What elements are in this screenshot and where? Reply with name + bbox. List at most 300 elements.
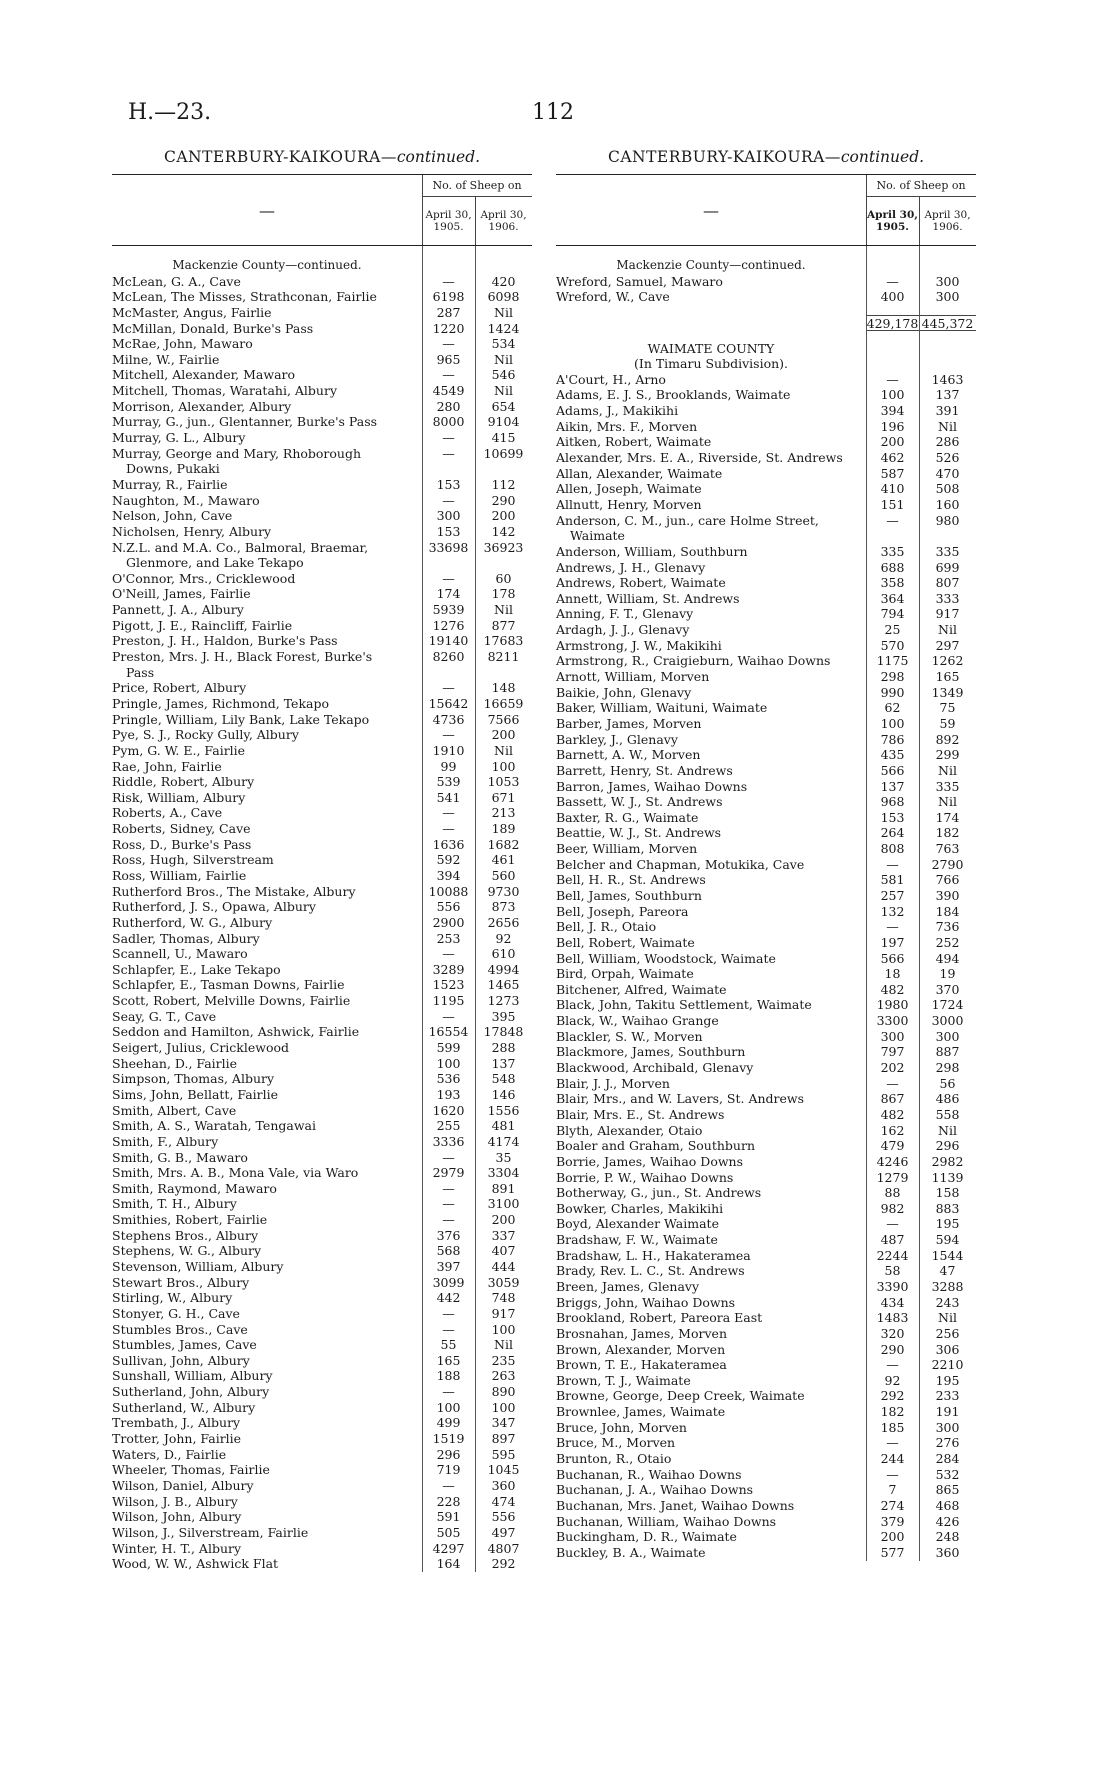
table-row [112,1541,532,1557]
row-name: Wreford, W., Cave [556,289,670,305]
table-row [556,825,976,841]
row-name: Bitchener, Alfred, Waimate [556,981,727,997]
sheep-1905: 867 [880,1091,905,1107]
table-row [556,1123,976,1139]
table-row [556,1201,976,1217]
sheep-1905: 153 [436,523,461,539]
row-name: Pringle, William, Lily Bank, Lake Tekapo [112,711,370,727]
row-name: Bell, William, Woodstock, Waimate [556,950,776,966]
sheep-1906: 2982 [931,1153,964,1169]
sheep-1906: 300 [935,273,960,289]
table-row [556,763,976,779]
sheep-1905: 570 [880,637,905,653]
table-row [556,1248,976,1264]
row-name: Smith, A. S., Waratah, Tengawai [112,1118,316,1134]
row-name: Blackler, S. W., Morven [556,1028,703,1044]
sheep-1906: 1053 [487,774,520,790]
table-row [556,700,976,716]
row-name: Beattie, W. J., St. Andrews [556,825,722,841]
row-name: Smith, F., Albury [112,1133,219,1149]
sheep-1906: 286 [935,434,960,450]
sheep-1906: 883 [935,1200,960,1216]
row-name: McLean, G. A., Cave [112,273,241,289]
table-row [112,1165,532,1181]
sheep-1906: Nil [938,418,957,434]
row-name: Bruce, M., Morven [556,1435,676,1451]
row-name: Simpson, Thomas, Albury [112,1071,275,1087]
table-row [556,966,976,982]
sheep-1905: 1523 [432,977,465,993]
sheep-1905: 335 [880,543,905,559]
table-row [112,305,532,321]
table-row [556,1342,976,1358]
row-name: Blackwood, Archibald, Glenavy [556,1060,754,1076]
row-name: Boyd, Alexander Waimate [556,1216,719,1232]
sheep-1905: 100 [436,1399,461,1415]
sheep-1905: 400 [880,289,905,305]
sheep-1906: 337 [491,1227,516,1243]
sheep-1906: 160 [935,496,960,512]
sheep-1905: 162 [880,1122,905,1138]
sheep-1905: — [886,1075,899,1091]
row-name: Botherway, G., jun., St. Andrews [556,1185,762,1201]
table-row [112,759,532,775]
sheep-1906: 174 [935,809,960,825]
sheep-1906: 200 [491,727,516,743]
sheep-1906: 7566 [487,711,520,727]
sheep-1905: 541 [436,789,461,805]
sheep-1905: 479 [880,1138,905,1154]
sheep-1906: 284 [935,1451,960,1467]
row-name: Brown, T. E., Hakateramea [556,1357,727,1373]
sheep-1906: 3288 [931,1279,964,1294]
table-row [556,653,976,669]
row-name: Wreford, Samuel, Mawaro [556,273,723,289]
sheep-1906: 165 [935,669,960,685]
table-row [112,977,532,993]
sheep-1906: 300 [935,1419,960,1435]
sheep-1906: 16659 [483,695,524,711]
row-name: Anderson, William, Southburn [556,543,748,559]
sheep-1905: 536 [436,1071,461,1087]
table-row [556,904,976,920]
row-name: Seay, G. T., Cave [112,1008,217,1024]
sheep-1906: 420 [491,273,516,289]
sheep-1906: 9730 [487,883,520,899]
row-name: Trotter, John, Fairlie [112,1431,242,1447]
row-name: Buchanan, Mrs. Janet, Waihao Downs [556,1497,795,1513]
row-name: Scannell, U., Mawaro [112,946,248,962]
sheep-1905: 968 [880,794,905,810]
table-row [556,560,976,576]
table-row [556,779,976,795]
sheep-1905: 397 [436,1259,461,1274]
table-row [112,1212,532,1228]
sheep-1906: 60 [495,570,512,586]
sheep-1905: 290 [880,1341,905,1357]
table-row [112,946,532,962]
row-name: Stewart Bros., Albury [112,1274,250,1290]
sheep-1905: 487 [880,1232,905,1248]
sheep-1905: 244 [880,1451,905,1467]
table-row [556,1326,976,1342]
sheep-1906: 1262 [931,653,964,669]
sheep-1905: 151 [880,496,905,512]
sheep-1906: 17848 [483,1024,524,1040]
sheep-1905: 182 [880,1404,905,1420]
row-name: Waimate [570,528,625,544]
row-name: Smith, Raymond, Mawaro [112,1180,277,1196]
sheep-1905: 6198 [432,289,465,305]
table-row [556,528,976,544]
sheep-1905: — [442,805,455,821]
table-row [112,1290,532,1306]
sheep-1905: 3300 [876,1013,909,1029]
sheep-1905: 808 [880,841,905,857]
table-row [556,1404,976,1420]
sheep-1906: 233 [935,1388,960,1404]
sheep-1905: — [886,371,899,387]
table-row [556,1044,976,1060]
table-row [112,1056,532,1072]
sheep-1905: 3289 [432,961,465,977]
sheep-1905: 599 [436,1040,461,1056]
sheep-1905: — [442,273,455,289]
sheep-1905: 287 [436,304,461,320]
sheep-1905: 376 [436,1227,461,1243]
right-table-header [556,174,976,246]
table-row [112,1415,532,1431]
sheep-1905: — [442,570,455,586]
sheep-1905: 1220 [432,320,465,336]
sheep-1905: 185 [880,1419,905,1435]
sheep-1906: 671 [491,789,516,805]
sheep-1905: — [442,1180,455,1196]
sheep-1906: 189 [491,821,516,837]
sheep-1905: 18 [884,966,901,982]
sheep-1906: 699 [935,559,960,575]
table-row [112,383,532,399]
row-name: A'Court, H., Arno [556,371,666,387]
sheep-1905: 1519 [432,1431,465,1447]
row-name: Sheehan, D., Fairlie [112,1055,238,1071]
row-name: Smith, G. B., Mawaro [112,1149,248,1165]
sheep-1906: 292 [491,1556,516,1572]
table-row [112,1368,532,1384]
row-name: Baxter, R. G., Waimate [556,809,699,825]
row-name: Bowker, Charles, Makikihi [556,1200,724,1216]
row-name: Bird, Orpah, Waimate [556,966,694,982]
sheep-1905: 193 [436,1086,461,1102]
sheep-1906: Nil [494,602,513,618]
sheep-1905: 320 [880,1325,905,1341]
row-name: Bell, Robert, Waimate [556,934,695,950]
row-name: Allan, Alexander, Waimate [556,465,723,481]
sheep-1906: Nil [494,304,513,320]
sheep-1906: 610 [491,946,516,962]
sheep-1905: 566 [880,950,905,966]
sheep-1906: 1424 [487,320,520,336]
sheep-1905: 300 [436,508,461,524]
row-name: Smithies, Robert, Fairlie [112,1212,268,1228]
sheep-1905: 164 [436,1556,461,1572]
sheep-1905: — [442,1212,455,1228]
row-name: Baikie, John, Glenavy [556,684,692,700]
row-name: Murray, G. L., Albury [112,430,246,446]
row-name: Waters, D., Fairlie [112,1446,227,1462]
sheep-1906: 1463 [931,371,964,387]
sheep-1906: 556 [491,1509,516,1525]
table-row [556,481,976,497]
sheep-1906: 290 [491,492,516,508]
table-row [556,1310,976,1326]
row-name: Smith, T. H., Albury [112,1196,237,1212]
header-sheep: No. of Sheep on [422,179,532,197]
row-name: Murray, G., jun., Glentanner, Burke's Pass [112,414,378,430]
table-row [112,1431,532,1447]
sheep-1905: 797 [880,1044,905,1060]
table-row [556,1467,976,1483]
table-row [556,403,976,419]
table-row [556,1029,976,1045]
row-name: Brown, T. J., Waimate [556,1372,691,1388]
row-name: Belcher and Chapman, Motukika, Cave [556,856,805,872]
sheep-1905: 394 [436,867,461,883]
row-name: Borrie, P. W., Waihao Downs [556,1169,734,1185]
table-row [556,857,976,873]
row-name: Stumbles Bros., Cave [112,1321,248,1337]
sheep-1905: — [442,1008,455,1024]
sheep-1905: 965 [436,351,461,367]
table-row [556,419,976,435]
header-year-1905: April 30, 1905. [425,209,472,233]
sheep-1905: — [886,273,899,289]
table-row [112,321,532,337]
sheep-1905: 10088 [428,883,469,899]
sheep-1905: 1483 [876,1310,909,1326]
sheep-1905: 2979 [432,1165,465,1181]
table-row [556,434,976,450]
table-row [556,888,976,904]
table-row [112,1384,532,1400]
sheep-1906: 8211 [487,649,520,665]
table-row [112,1134,532,1150]
table-row [112,1228,532,1244]
row-name: Preston, J. H., Haldon, Burke's Pass [112,633,338,649]
sheep-1905: 8000 [432,414,465,430]
row-name: Ross, William, Fairlie [112,867,247,883]
table-row [556,685,976,701]
sheep-1906: 486 [935,1091,960,1107]
sheep-1906: 763 [935,841,960,857]
row-name: Blyth, Alexander, Otaio [556,1122,703,1138]
sheep-1905: 132 [880,903,905,919]
row-name: Anderson, C. M., jun., care Holme Street, [556,512,819,528]
row-name: Bell, J. R., Otaio [556,919,657,935]
sheep-1905: 4736 [432,711,465,727]
sheep-1905: — [442,367,455,383]
sheep-1906: 137 [935,387,960,403]
sheep-1905: — [442,680,455,696]
sheep-1906: 407 [491,1243,516,1259]
table-row [112,540,532,556]
sheep-1905: — [442,430,455,446]
subdivision-heading: (In Timaru Subdivision). [634,356,788,372]
sheep-1906: 306 [935,1341,960,1357]
row-name: Pye, S. J., Rocky Gully, Albury [112,727,299,743]
row-name: Buckley, B. A., Waimate [556,1544,706,1560]
sheep-1906: Nil [938,794,957,810]
table-row [112,477,532,493]
sheep-1905 [866,528,919,544]
sheep-1905: — [442,1384,455,1400]
row-name: Pannett, J. A., Albury [112,602,244,618]
row-name: Mitchell, Alexander, Mawaro [112,367,296,383]
row-name: Pringle, James, Richmond, Tekapo [112,695,330,711]
row-name: Black, W., Waihao Grange [556,1013,719,1029]
row-name: McMillan, Donald, Burke's Pass [112,320,314,336]
sheep-1906: 1045 [487,1462,520,1478]
sheep-1906: 243 [935,1294,960,1310]
table-row [112,884,532,900]
table-row [112,821,532,837]
row-name: Ross, Hugh, Silverstream [112,852,274,868]
row-name: Buckingham, D. R., Waimate [556,1529,737,1545]
sheep-1906: 4994 [487,961,520,977]
sheep-1905: 2244 [876,1247,909,1263]
table-row [112,1275,532,1291]
table-row [112,1400,532,1416]
sheep-1905: 410 [880,481,905,497]
table-row [556,794,976,810]
sheep-1906: Nil [938,622,957,638]
table-row [556,716,976,732]
sheep-1905: 442 [436,1290,461,1306]
row-name: Sutherland, John, Albury [112,1384,270,1400]
row-name: Sunshall, William, Albury [112,1368,273,1384]
table-row [556,810,976,826]
table-row [112,774,532,790]
table-row [556,497,976,513]
row-name: Alexander, Mrs. E. A., Riverside, St. Andrews [556,450,843,466]
row-name: Roberts, Sidney, Cave [112,821,251,837]
sheep-1906: 263 [491,1368,516,1384]
page-number: 112 [532,100,574,125]
table-row [112,633,532,649]
table-row [112,712,532,728]
table-row [112,414,532,430]
section-heading: Mackenzie County—continued. [172,258,362,272]
sheep-1906: 100 [491,758,516,774]
sheep-1906: 1465 [487,977,520,993]
table-row [112,868,532,884]
row-name: Armstrong, J. W., Makikihi [556,637,722,653]
sheep-1906: 335 [935,778,960,794]
row-name: Annett, William, St. Andrews [556,590,740,606]
table-row [112,430,532,446]
sheep-1906: 360 [491,1477,516,1493]
row-name: Brookland, Robert, Pareora East [556,1310,763,1326]
sheep-1906: 748 [491,1290,516,1306]
row-name: Barnett, A. W., Morven [556,747,701,763]
header-year-1905: April 30, 1905. [867,209,918,233]
sheep-1905: — [886,1466,899,1482]
table-row [556,951,976,967]
sheep-1905: — [442,1149,455,1165]
row-name: Sullivan, John, Albury [112,1352,250,1368]
sheep-1906 [475,461,532,477]
sheep-1905: 55 [440,1337,457,1353]
sheep-1906: 276 [935,1435,960,1451]
row-name: Borrie, James, Waihao Downs [556,1153,744,1169]
sheep-1906: 917 [491,1305,516,1321]
sheep-1906: 92 [495,930,512,946]
sheep-1906: 213 [491,805,516,821]
left-column-title: CANTERBURY-KAIKOURA—continued. [163,148,481,166]
row-name: Brady, Rev. L. C., St. Andrews [556,1263,745,1279]
table-row [556,372,976,388]
sheep-1905: 482 [880,1106,905,1122]
table-row [112,399,532,415]
table-row [112,336,532,352]
table-row [112,1509,532,1525]
table-row [556,1060,976,1076]
table-row [112,586,532,602]
sheep-1905: 505 [436,1524,461,1540]
sheep-1906: 333 [935,590,960,606]
sheep-1905: 202 [880,1060,905,1076]
sheep-1905: 4246 [876,1153,909,1169]
row-name: Schlapfer, E., Lake Tekapo [112,961,281,977]
table-row [112,1150,532,1166]
table-row [112,1087,532,1103]
sheep-1906: 494 [935,950,960,966]
sheep-1906: 2656 [487,914,520,930]
sheep-1905: 264 [880,825,905,841]
row-name: Downs, Pukaki [126,461,220,477]
sheep-1905: 394 [880,403,905,419]
table-row [112,665,532,681]
table-row [556,638,976,654]
row-name: Pigott, J. E., Raincliff, Fairlie [112,617,293,633]
table-row [112,524,532,540]
sheep-1905: 1910 [432,742,465,758]
sheep-1906: 891 [491,1180,516,1196]
row-name: Andrews, Robert, Waimate [556,575,726,591]
table-row [112,962,532,978]
row-name: Wheeler, Thomas, Fairlie [112,1462,270,1478]
sheep-1905: 587 [880,465,905,481]
sheep-1905: 92 [884,1372,901,1388]
sheep-1905: — [886,512,899,528]
row-name: Wilson, John, Albury [112,1509,242,1525]
table-row [556,1295,976,1311]
table-row [112,1462,532,1478]
sheep-1906: 558 [935,1106,960,1122]
table-row [556,1263,976,1279]
left-column [112,148,532,1572]
sheep-1906: 532 [935,1466,960,1482]
row-name: Naughton, M., Mawaro [112,492,260,508]
table-row [112,1478,532,1494]
table-row [112,1337,532,1353]
table-row [112,805,532,821]
sheep-1906: 1724 [931,997,964,1013]
table-row [112,1118,532,1134]
row-name: Allen, Joseph, Waimate [556,481,702,497]
sheep-1905: 7 [888,1482,897,1498]
sheep-1906: 297 [935,637,960,653]
